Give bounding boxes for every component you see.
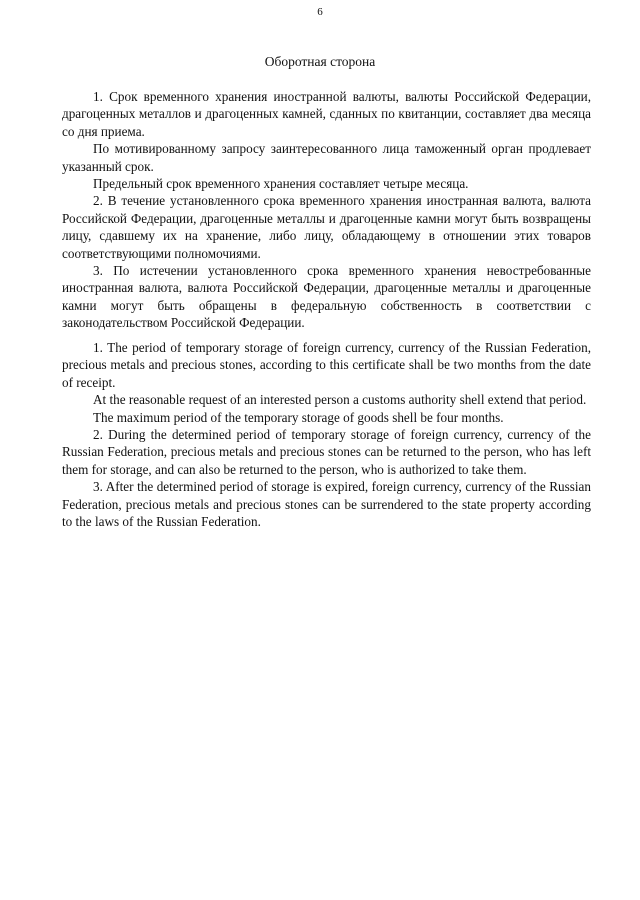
english-text-block (62, 339, 591, 530)
ru-paragraph-1: 1. Срок временного хранения иностранной валюты, валюты Российской Федерации, драгоценных металлов и драгоценных камней, сданных по квитанции, составляет два месяца со дня приема. (62, 89, 591, 139)
en-paragraph-4: 2. During the determined period of temporary storage of foreign currency, currency of the Russian Federation, precious metals and precious stones can be returned to the person, who has left them for storage, and can also be returned to the person, who is authorized to take them. (62, 427, 591, 477)
page-heading: Оборотная сторона (264, 54, 376, 69)
ru-paragraph-3: Предельный срок временного хранения составляет четыре месяца. (93, 176, 469, 192)
en-paragraph-2: At the reasonable request of an interested person a customs authority shell extend that period. (93, 392, 587, 408)
page-number: 6 (317, 6, 323, 18)
ru-paragraph-4: 2. В течение установленного срока временного хранения иностранная валюта, валюта Российской Федерации, драгоценные металлы и драгоценные камни могут быть возвращены лицу, сдавшему их на хранение, либо лицу, обладающему в отношении этих товаров соответствующими полномочиями. (62, 193, 591, 261)
en-paragraph-3: The maximum period of the temporary storage of goods shell be four months. (93, 409, 504, 425)
en-paragraph-1: 1. The period of temporary storage of foreign currency, currency of the Russian Federation, precious metals and precious stones, according to this certificate shall be two months from the date of receipt. (62, 340, 591, 390)
russian-text-block (62, 88, 591, 332)
en-paragraph-5: 3. After the determined period of storage is expired, foreign currency, currency of the Russian Federation, precious metals and precious stones can be surrendered to the state property according to the laws of the Russian Federation. (62, 479, 591, 530)
ru-paragraph-2: По мотивированному запросу заинтересованного лица таможенный орган продлевает указанный срок. (62, 141, 591, 174)
ru-paragraph-5: 3. По истечении установленного срока временного хранения невостребованные иностранная валюта, валюта Российской Федерации, драгоценные металлы и драгоценные камни могут быть обращены в федеральную собственность в соответствии с законодательством Российской Федерации. (62, 263, 591, 331)
